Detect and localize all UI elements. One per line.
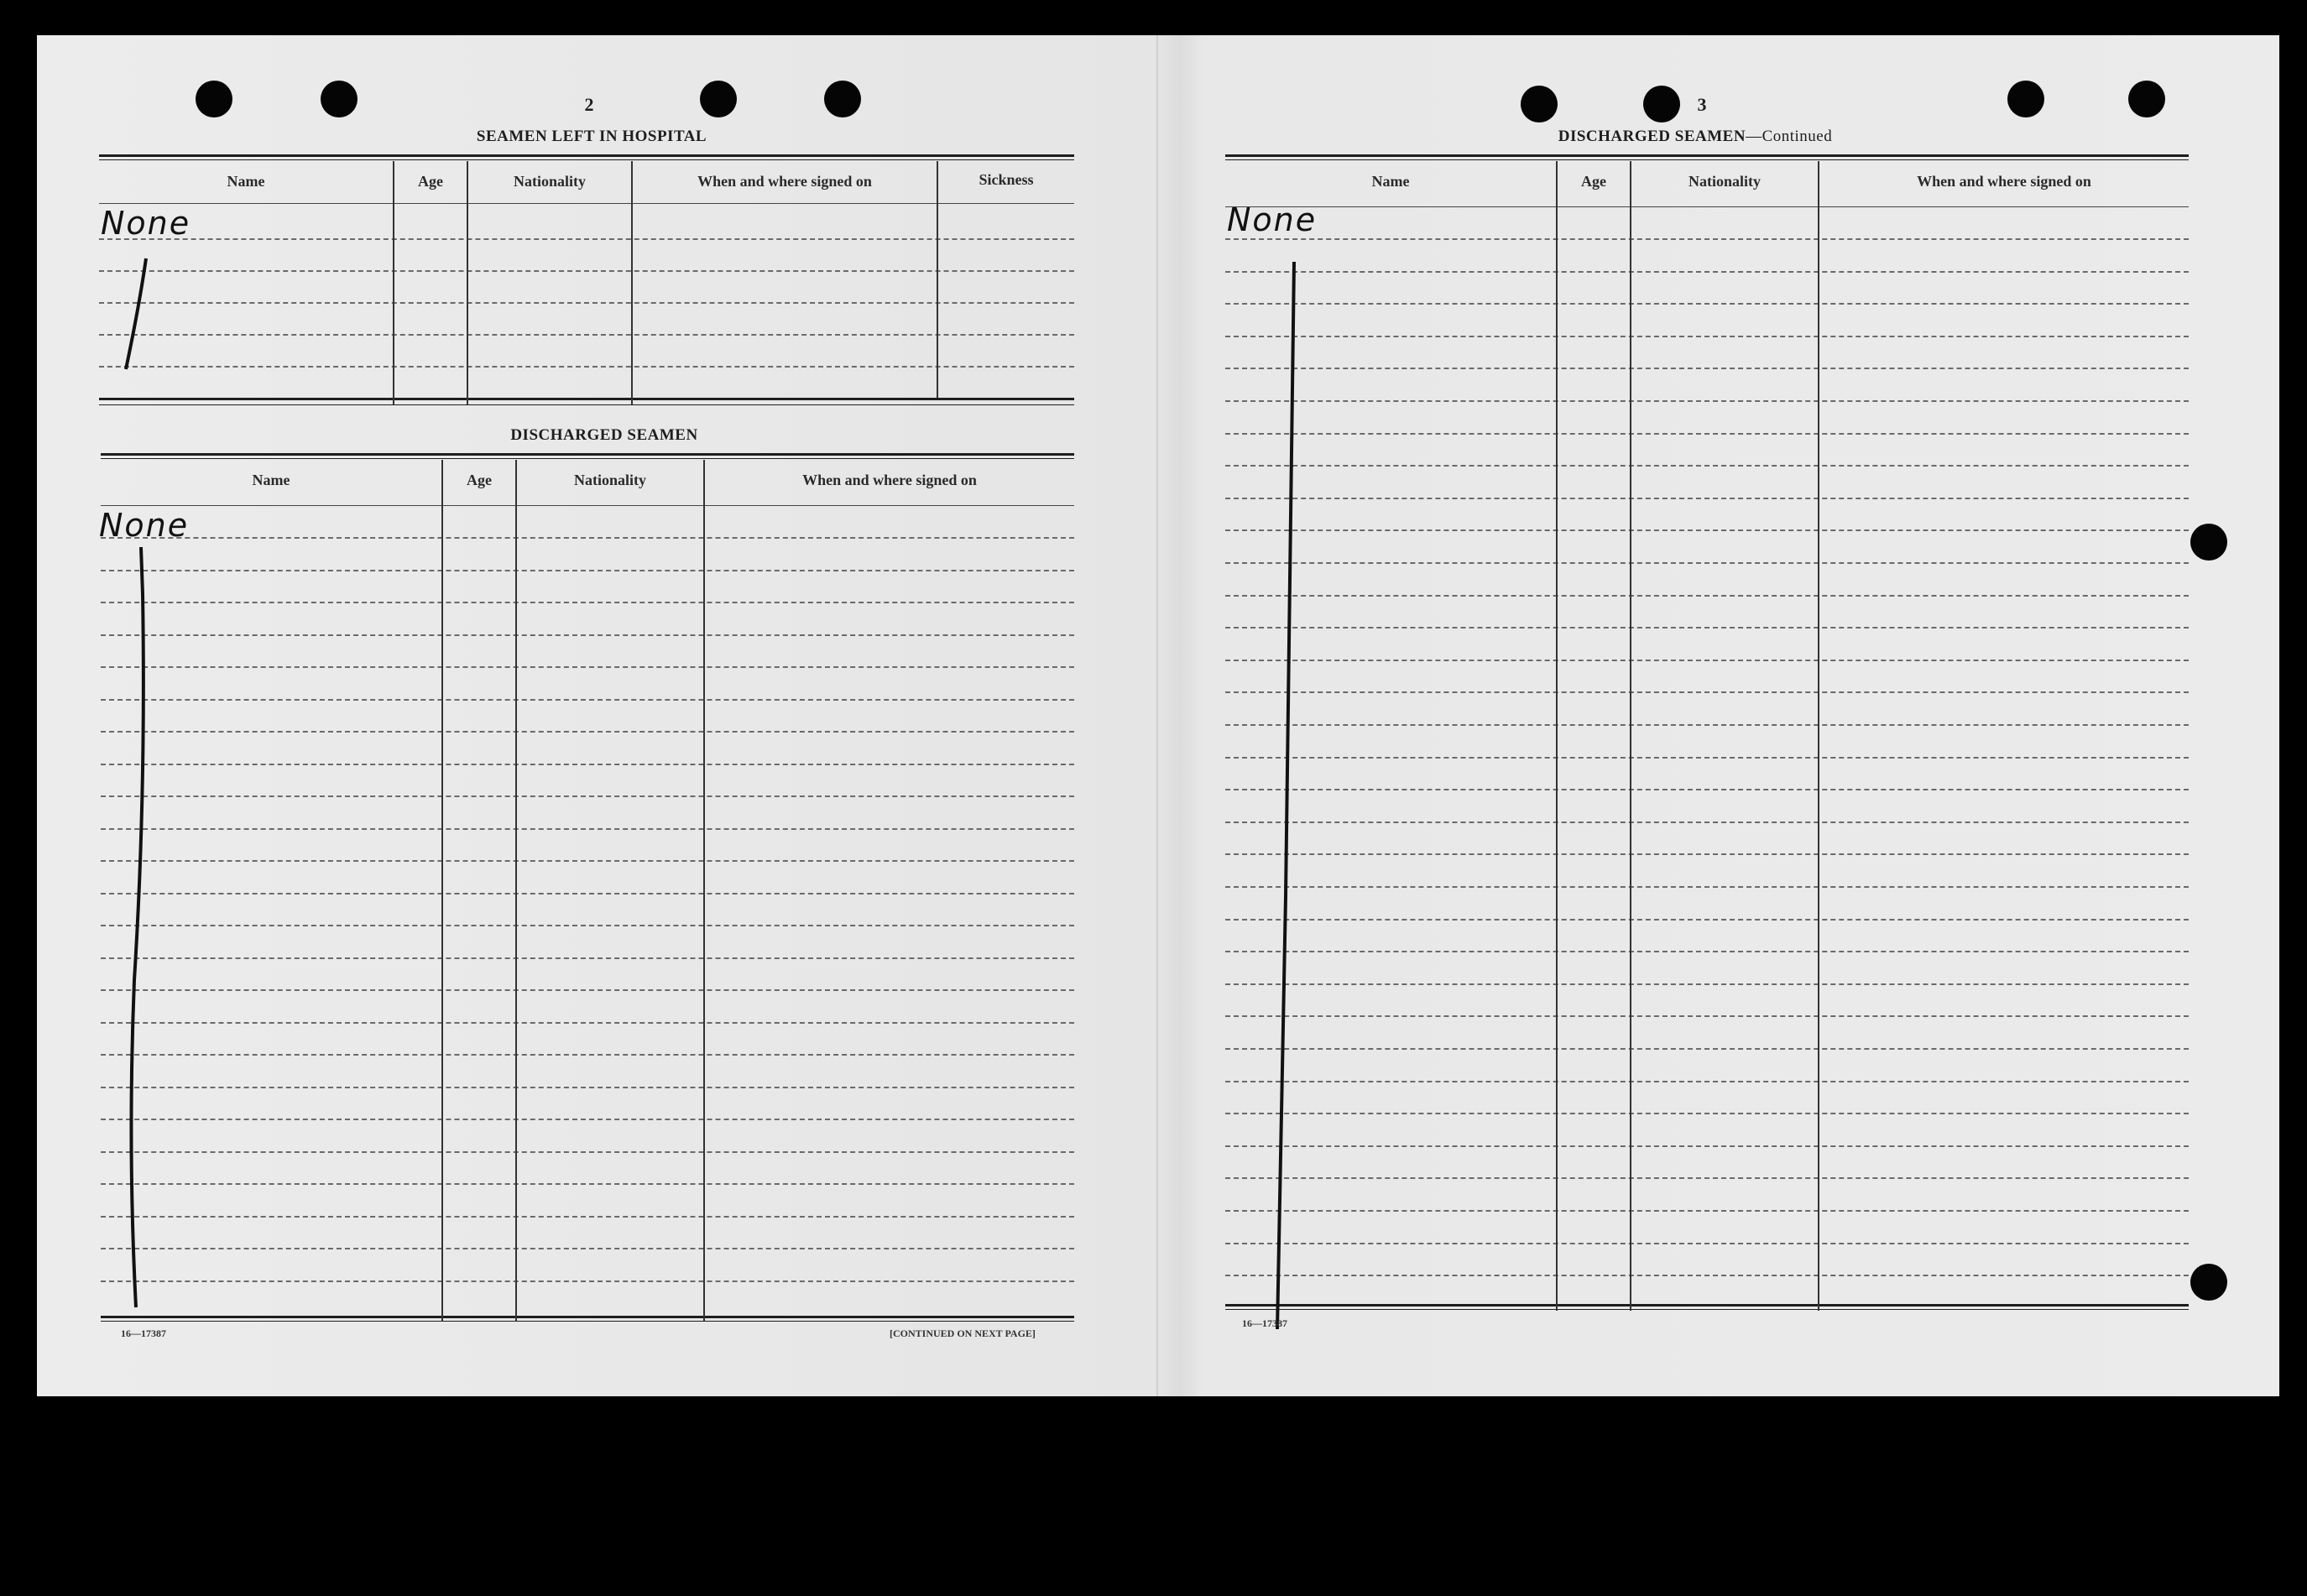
- ruled-line: [1225, 271, 2189, 273]
- ruled-line: [101, 1087, 1074, 1088]
- punch-hole: [700, 81, 737, 117]
- punch-hole: [1643, 86, 1680, 123]
- col-header-age: Age: [467, 472, 492, 488]
- ruled-line: [101, 795, 1074, 797]
- ruled-line: [1225, 529, 2189, 531]
- col-header-nationality: Nationality: [513, 173, 586, 190]
- ruled-line: [1225, 1275, 2189, 1276]
- ruled-line: [1225, 368, 2189, 369]
- ruled-line: [1225, 627, 2189, 628]
- punch-hole: [196, 81, 232, 117]
- col-header-age: Age: [1581, 173, 1606, 190]
- ruled-line: [101, 634, 1074, 636]
- ruled-line: [101, 925, 1074, 926]
- ruled-line: [1225, 886, 2189, 888]
- continued-note: [CONTINUED ON NEXT PAGE]: [890, 1327, 1036, 1339]
- ruled-line: [101, 764, 1074, 765]
- ruled-line: [101, 1054, 1074, 1056]
- col-header-signed-on: When and where signed on: [1917, 173, 2091, 190]
- ruled-line: [101, 1183, 1074, 1185]
- form-number: 16—17387: [1242, 1317, 1287, 1329]
- punch-hole: [1521, 86, 1558, 123]
- ruled-line: [101, 989, 1074, 991]
- ruled-line: [1225, 1081, 2189, 1082]
- ruled-line: [101, 570, 1074, 571]
- ruled-line: [1225, 433, 2189, 435]
- ruled-line: [101, 860, 1074, 862]
- punch-hole: [2190, 524, 2227, 561]
- punch-hole: [2128, 81, 2165, 117]
- ruled-line: [101, 699, 1074, 701]
- ruled-line: [1225, 821, 2189, 823]
- ruled-line: [1225, 400, 2189, 402]
- ruled-line: [101, 1280, 1074, 1282]
- ruled-line: [1225, 1177, 2189, 1179]
- ruled-line: [101, 1151, 1074, 1153]
- ruled-line: [1225, 724, 2189, 726]
- ruled-line: [1225, 1113, 2189, 1114]
- ruled-line: [1225, 983, 2189, 985]
- ruled-line: [101, 893, 1074, 894]
- discharged-table: [101, 453, 1074, 1322]
- ruled-line: [1225, 562, 2189, 564]
- hospital-section-title: SEAMEN LEFT IN HOSPITAL: [476, 128, 707, 145]
- ruled-line: [101, 731, 1074, 733]
- col-header-nationality: Nationality: [1688, 173, 1761, 190]
- page-number: 3: [1697, 94, 1707, 115]
- ruled-line: [1225, 595, 2189, 597]
- page-number: 2: [584, 94, 594, 115]
- discharged-section-title: DISCHARGED SEAMEN: [510, 426, 698, 444]
- col-header-signed-on: When and where signed on: [697, 173, 872, 190]
- discharged-cont-title: DISCHARGED SEAMEN: [1558, 128, 1746, 145]
- ruled-line: [1225, 757, 2189, 759]
- ruled-line: [1225, 1015, 2189, 1017]
- ruled-line: [1225, 853, 2189, 855]
- handwritten-line: [117, 544, 168, 1316]
- handwritten-line: [117, 255, 151, 373]
- col-header-sickness: Sickness: [979, 171, 1034, 188]
- col-header-signed-on: When and where signed on: [802, 472, 977, 488]
- ruled-line: [1225, 919, 2189, 921]
- col-header-name: Name: [252, 472, 290, 488]
- handwritten-none: None: [99, 507, 190, 544]
- form-number: 16—17387: [121, 1327, 166, 1339]
- ruled-line: [1225, 951, 2189, 952]
- ruled-line: [1225, 238, 2189, 240]
- ruled-line: [1225, 336, 2189, 337]
- col-header-name: Name: [1371, 173, 1410, 190]
- handwritten-line: [1269, 258, 1302, 1333]
- punch-hole: [321, 81, 358, 117]
- col-header-age: Age: [418, 173, 443, 190]
- page-fold: [1156, 35, 1158, 1396]
- ruled-line: [1225, 660, 2189, 661]
- ruled-line: [1225, 789, 2189, 790]
- handwritten-none: None: [1227, 201, 1318, 238]
- ruled-line: [101, 828, 1074, 830]
- ruled-line: [1225, 303, 2189, 305]
- ruled-line: [101, 666, 1074, 668]
- ruled-line: [101, 537, 1074, 539]
- ruled-line: [101, 1022, 1074, 1024]
- punch-hole: [824, 81, 861, 117]
- ruled-line: [101, 1119, 1074, 1120]
- discharged-cont-table: [1225, 154, 2189, 1312]
- col-header-name: Name: [227, 173, 265, 190]
- ruled-line: [1225, 1145, 2189, 1147]
- ruled-line: [1225, 1048, 2189, 1050]
- ruled-line: [101, 957, 1074, 959]
- punch-hole: [2007, 81, 2044, 117]
- ruled-line: [1225, 1210, 2189, 1212]
- col-header-nationality: Nationality: [573, 472, 646, 488]
- ruled-line: [1225, 465, 2189, 467]
- discharged-cont-section-title: [1443, 128, 1947, 146]
- handwritten-none: None: [101, 205, 191, 242]
- ruled-line: [1225, 498, 2189, 499]
- hospital-table: [99, 154, 1074, 408]
- ruled-line: [1225, 691, 2189, 693]
- ruled-line: [101, 1248, 1074, 1249]
- ruled-line: [101, 1216, 1074, 1218]
- punch-hole: [2190, 1264, 2227, 1301]
- continued-suffix: —Continued: [1746, 128, 1833, 145]
- ruled-line: [1225, 1243, 2189, 1244]
- ruled-line: [101, 602, 1074, 603]
